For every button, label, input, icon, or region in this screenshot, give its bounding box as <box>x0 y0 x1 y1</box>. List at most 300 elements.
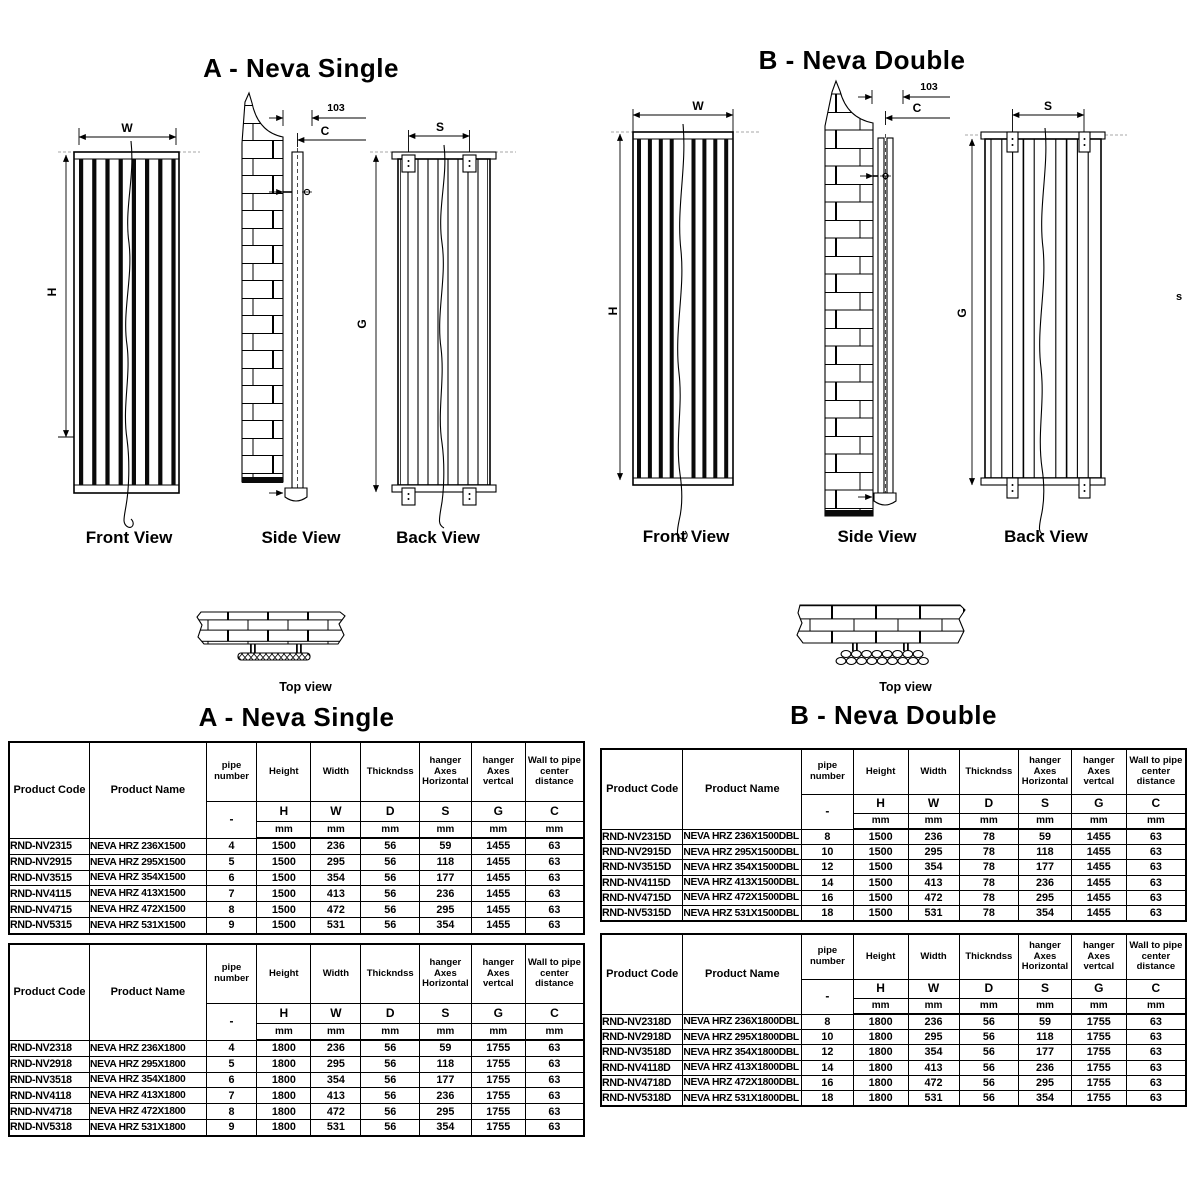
header-cell: hanger Axes vertcal <box>1071 749 1126 795</box>
table-cell: 12 <box>802 860 853 875</box>
header-cell: mm <box>959 814 1019 830</box>
table-cell: 1500 <box>257 902 311 918</box>
header-cell: Wall to pipe center distance <box>525 944 584 1004</box>
header-cell: Width <box>908 934 959 980</box>
table-cell: 1800 <box>257 1119 311 1135</box>
brick-wall <box>197 612 345 644</box>
bottom-bracket <box>285 488 307 501</box>
dim-label-s: S <box>1043 99 1053 113</box>
table-cell: 56 <box>361 1072 420 1088</box>
table-cell: 78 <box>959 875 1019 890</box>
table-cell: NEVA HRZ 531X1500DBL <box>683 905 802 921</box>
header-cell: - <box>802 980 853 1015</box>
table-cell: 1455 <box>1071 890 1126 905</box>
table-cell: 236 <box>908 829 959 845</box>
table-row <box>601 860 1186 875</box>
table-cell: 1755 <box>471 1119 525 1135</box>
table-cell: 4 <box>206 1040 257 1056</box>
table-cell: RND-NV4718D <box>601 1075 683 1090</box>
table-cell: 295 <box>420 902 472 918</box>
table-cell: 1455 <box>1071 905 1126 921</box>
table-cell: 295 <box>311 854 361 870</box>
header-cell: Height <box>853 934 908 980</box>
header-cell: Product Code <box>9 742 90 838</box>
table-cell: 1800 <box>853 1045 908 1060</box>
header-cell: H <box>853 980 908 999</box>
table-cell: 1500 <box>257 854 311 870</box>
header-cell: D <box>361 802 420 822</box>
radiator-body <box>398 159 490 485</box>
header-cell: mm <box>1126 814 1186 830</box>
table-cell: 1755 <box>1071 1090 1126 1106</box>
table-cell: 1755 <box>471 1056 525 1072</box>
table-cell: NEVA HRZ 236X1500DBL <box>683 829 802 845</box>
table-cell: 118 <box>420 1056 472 1072</box>
table-row <box>601 1075 1186 1090</box>
header-cell: Product Name <box>90 944 207 1040</box>
table-cell: 78 <box>959 890 1019 905</box>
dim-label-h: H <box>45 287 59 297</box>
table-cell: 1755 <box>1071 1014 1126 1030</box>
table-cell: 56 <box>361 1040 420 1056</box>
table-cell: 56 <box>361 854 420 870</box>
table-cell: 1455 <box>471 870 525 886</box>
table-cell: 413 <box>311 886 361 902</box>
table-cell: NEVA HRZ 354X1800 <box>90 1072 207 1088</box>
table-cell: 78 <box>959 905 1019 921</box>
table-cell: 1455 <box>1071 829 1126 845</box>
table-cell: 10 <box>802 845 853 860</box>
header-cell: Product Name <box>683 934 802 1014</box>
table-cell: 1455 <box>471 902 525 918</box>
header-cell: mm <box>1071 999 1126 1015</box>
table-cell: 1455 <box>471 838 525 854</box>
header-cell: Thickndss <box>361 944 420 1004</box>
table-cell: 472 <box>311 902 361 918</box>
table-cell: 472 <box>311 1104 361 1120</box>
header-cell: pipe number <box>206 944 257 1004</box>
table-cell: 177 <box>420 870 472 886</box>
header-cell: mm <box>908 814 959 830</box>
dim-label-g: G <box>355 319 369 329</box>
header-cell: - <box>802 795 853 830</box>
header-cell: hanger Axes Horizontal <box>420 944 472 1004</box>
table-cell: 295 <box>311 1056 361 1072</box>
table-cell: 354 <box>1019 905 1072 921</box>
double-side-view-label: Side View <box>837 527 917 546</box>
table-cell: 63 <box>1126 875 1186 890</box>
header-cell: mm <box>1019 999 1072 1015</box>
header-cell: mm <box>1019 814 1072 830</box>
table-cell: NEVA HRZ 413X1500 <box>90 886 207 902</box>
table-cell: 295 <box>908 845 959 860</box>
table-cell: 1800 <box>853 1060 908 1075</box>
header-cell: C <box>525 802 584 822</box>
table-cell: NEVA HRZ 354X1500 <box>90 870 207 886</box>
double-top-view-diagram <box>788 593 1023 675</box>
radiator-body <box>74 152 179 493</box>
header-cell: Wall to pipe center distance <box>1126 934 1186 980</box>
header-cell: Thickndss <box>361 742 420 802</box>
table-cell: 354 <box>420 1119 472 1135</box>
table-cell: 63 <box>525 1040 584 1056</box>
radiator-section <box>238 653 310 660</box>
table-cell: 1500 <box>257 886 311 902</box>
table-cell: 63 <box>1126 860 1186 875</box>
header-cell: Product Code <box>9 944 90 1040</box>
table-cell: 236 <box>311 838 361 854</box>
header-cell: W <box>908 795 959 814</box>
table-cell: 7 <box>206 886 257 902</box>
table-cell: 63 <box>1126 905 1186 921</box>
table-cell: 56 <box>361 902 420 918</box>
table-row <box>9 1104 584 1120</box>
table-cell: 531 <box>908 905 959 921</box>
header-cell: hanger Axes Horizontal <box>1019 934 1072 980</box>
dim-label-h: H <box>606 306 620 316</box>
brick-wall <box>797 605 965 643</box>
table-cell: 56 <box>959 1060 1019 1075</box>
table-cell: NEVA HRZ 236X1800DBL <box>683 1014 802 1030</box>
table-cell: 354 <box>311 870 361 886</box>
dim-label-g: G <box>955 308 969 318</box>
table-cell: RND-NV3515 <box>9 870 90 886</box>
header-cell: Width <box>311 944 361 1004</box>
table-cell: 1800 <box>257 1040 311 1056</box>
table-cell: 1800 <box>853 1030 908 1045</box>
table-cell: 56 <box>959 1030 1019 1045</box>
single-side-view-diagram <box>233 88 369 558</box>
table-cell: 1755 <box>471 1088 525 1104</box>
table-cell: 56 <box>361 1119 420 1135</box>
table-cell: 63 <box>1126 1014 1186 1030</box>
header-cell: S <box>420 1004 472 1024</box>
table-cell: NEVA HRZ 531X1800DBL <box>683 1090 802 1106</box>
header-cell: D <box>361 1004 420 1024</box>
header-cell: G <box>1071 980 1126 999</box>
header-cell: mm <box>471 1024 525 1041</box>
table-cell: 1755 <box>471 1104 525 1120</box>
table-cell: 118 <box>420 854 472 870</box>
table-cell: RND-NV2915D <box>601 845 683 860</box>
table-cell: 6 <box>206 870 257 886</box>
table-cell: 531 <box>311 917 361 933</box>
table-cell: 56 <box>361 917 420 933</box>
header-cell: pipe number <box>802 934 853 980</box>
table-cell: 56 <box>959 1045 1019 1060</box>
table-cell: 1500 <box>257 870 311 886</box>
table-cell: 63 <box>525 917 584 933</box>
header-cell: Width <box>311 742 361 802</box>
header-cell: G <box>471 1004 525 1024</box>
table-cell: 8 <box>206 902 257 918</box>
table-cell: 295 <box>1019 890 1072 905</box>
double-back-view-label: Back View <box>1004 527 1088 546</box>
table-row <box>9 1040 584 1056</box>
table-cell: 14 <box>802 875 853 890</box>
header-cell: hanger Axes Horizontal <box>420 742 472 802</box>
table-cell: RND-NV3518D <box>601 1045 683 1060</box>
table-cell: RND-NV4118 <box>9 1088 90 1104</box>
table-cell: 1455 <box>1071 860 1126 875</box>
header-cell: pipe number <box>206 742 257 802</box>
table-cell: RND-NV3518 <box>9 1072 90 1088</box>
header-cell: C <box>525 1004 584 1024</box>
table-cell: 5 <box>206 1056 257 1072</box>
table-cell: 18 <box>802 1090 853 1106</box>
table-cell: NEVA HRZ 472X1800DBL <box>683 1075 802 1090</box>
header-cell: Product Code <box>601 934 683 1014</box>
table-cell: 56 <box>361 1056 420 1072</box>
header-cell: mm <box>361 1024 420 1041</box>
table-cell: 9 <box>206 1119 257 1135</box>
header-cell: C <box>1126 795 1186 814</box>
table-cell: NEVA HRZ 472X1800 <box>90 1104 207 1120</box>
table-cell: 78 <box>959 845 1019 860</box>
double-back-view-diagram <box>953 88 1139 550</box>
table-cell: RND-NV2315D <box>601 829 683 845</box>
table-cell: 1500 <box>853 890 908 905</box>
header-cell: S <box>1019 795 1072 814</box>
dim-label-c: C <box>320 124 330 138</box>
header-cell: H <box>853 795 908 814</box>
header-cell: hanger Axes vertcal <box>471 944 525 1004</box>
table-cell: 1500 <box>853 860 908 875</box>
table-cell: NEVA HRZ 472X1500DBL <box>683 890 802 905</box>
single-top-view-label: Top view <box>279 680 332 694</box>
table-cell: 56 <box>361 1104 420 1120</box>
table-cell: 354 <box>908 860 959 875</box>
table-row <box>601 1045 1186 1060</box>
table-cell: 1755 <box>1071 1030 1126 1045</box>
header-cell: - <box>206 1004 257 1041</box>
header-cell: Height <box>853 749 908 795</box>
table-cell: 413 <box>908 1060 959 1075</box>
table-row <box>601 905 1186 921</box>
section-b-diagram-title: B - Neva Double <box>758 45 966 75</box>
dim-label-103: 103 <box>327 102 345 114</box>
double-top-view-label: Top view <box>879 680 932 694</box>
table-cell: RND-NV3515D <box>601 860 683 875</box>
table-cell: 1755 <box>471 1072 525 1088</box>
single-back-view-label: Back View <box>396 528 480 547</box>
table-cell: 63 <box>525 1056 584 1072</box>
radiator-profile <box>878 134 893 497</box>
table-cell: NEVA HRZ 295X1500 <box>90 854 207 870</box>
table-cell: 1755 <box>1071 1045 1126 1060</box>
table-cell: 1455 <box>1071 845 1126 860</box>
table-cell: 59 <box>1019 829 1072 845</box>
table-cell: 4 <box>206 838 257 854</box>
table-cell: 295 <box>420 1104 472 1120</box>
table-cell: 63 <box>525 1088 584 1104</box>
table-cell: NEVA HRZ 531X1800 <box>90 1119 207 1135</box>
table-row <box>9 886 584 902</box>
table-cell: 236 <box>1019 875 1072 890</box>
table-cell: 8 <box>802 1014 853 1030</box>
table-cell: 472 <box>908 1075 959 1090</box>
table-cell: 236 <box>311 1040 361 1056</box>
radiator-pipes-section <box>836 651 928 665</box>
table-cell: 177 <box>1019 1045 1072 1060</box>
table-cell: 56 <box>361 886 420 902</box>
table-cell: 10 <box>802 1030 853 1045</box>
table-cell: NEVA HRZ 413X1800 <box>90 1088 207 1104</box>
table-header-row <box>9 742 584 802</box>
table-row <box>601 890 1186 905</box>
section-a-table-title: A - Neva Single <box>198 702 395 732</box>
header-cell: hanger Axes vertcal <box>1071 934 1126 980</box>
table-cell: 354 <box>1019 1090 1072 1106</box>
table-cell: RND-NV2318D <box>601 1014 683 1030</box>
header-cell: mm <box>1071 814 1126 830</box>
table-cell: 1455 <box>1071 875 1126 890</box>
header-cell: Width <box>908 749 959 795</box>
header-cell: C <box>1126 980 1186 999</box>
table-cell: NEVA HRZ 413X1500DBL <box>683 875 802 890</box>
table-cell: RND-NV5315D <box>601 905 683 921</box>
table-row <box>9 854 584 870</box>
table-cell: NEVA HRZ 295X1800 <box>90 1056 207 1072</box>
dim-label-c: C <box>912 101 922 115</box>
table-cell: 63 <box>525 1072 584 1088</box>
table-cell: 295 <box>1019 1075 1072 1090</box>
table-cell: 1500 <box>853 829 908 845</box>
dim-label-w: W <box>692 99 704 113</box>
table-cell: 1500 <box>853 875 908 890</box>
table-cell: 56 <box>959 1090 1019 1106</box>
table-row <box>9 1056 584 1072</box>
table-cell: NEVA HRZ 295X1500DBL <box>683 845 802 860</box>
table-cell: 78 <box>959 860 1019 875</box>
table-cell: 14 <box>802 1060 853 1075</box>
table-cell: NEVA HRZ 413X1800DBL <box>683 1060 802 1075</box>
table-cell: NEVA HRZ 236X1500 <box>90 838 207 854</box>
header-cell: H <box>257 1004 311 1024</box>
header-cell: W <box>311 802 361 822</box>
table-cell: NEVA HRZ 531X1500 <box>90 917 207 933</box>
table-row <box>601 1090 1186 1106</box>
header-cell: hanger Axes vertcal <box>471 742 525 802</box>
table-cell: 236 <box>1019 1060 1072 1075</box>
mounting-posts <box>250 644 302 653</box>
table-cell: 59 <box>420 838 472 854</box>
table-cell: 5 <box>206 854 257 870</box>
table-cell: 118 <box>1019 1030 1072 1045</box>
header-cell: mm <box>908 999 959 1015</box>
table-row <box>9 838 584 854</box>
table-cell: 18 <box>802 905 853 921</box>
table-cell: 354 <box>420 917 472 933</box>
table-cell: 1800 <box>853 1014 908 1030</box>
header-cell: mm <box>311 822 361 839</box>
spec-table-a1800 <box>8 943 585 1137</box>
header-cell: mm <box>853 999 908 1015</box>
table-cell: RND-NV2918 <box>9 1056 90 1072</box>
header-cell: G <box>471 802 525 822</box>
table-cell: 63 <box>1126 890 1186 905</box>
table-cell: 63 <box>525 1119 584 1135</box>
header-cell: mm <box>471 822 525 839</box>
table-cell: 177 <box>1019 860 1072 875</box>
table-cell: 63 <box>1126 1060 1186 1075</box>
table-row <box>601 875 1186 890</box>
table-cell: 12 <box>802 1045 853 1060</box>
table-row <box>9 1119 584 1135</box>
header-cell: S <box>420 802 472 822</box>
table-cell: 354 <box>311 1072 361 1088</box>
spec-table-a1500 <box>8 741 585 935</box>
table-cell: NEVA HRZ 295X1800DBL <box>683 1030 802 1045</box>
table-cell: 56 <box>959 1014 1019 1030</box>
bottom-bracket <box>874 493 896 505</box>
table-cell: 1500 <box>853 845 908 860</box>
table-cell: 118 <box>1019 845 1072 860</box>
table-cell: 295 <box>908 1030 959 1045</box>
brick-wall <box>825 81 873 516</box>
header-cell: D <box>959 980 1019 999</box>
table-cell: 8 <box>206 1104 257 1120</box>
table-row <box>9 1088 584 1104</box>
table-cell: 1755 <box>1071 1075 1126 1090</box>
table-cell: 63 <box>1126 1030 1186 1045</box>
table-cell: 63 <box>525 1104 584 1120</box>
table-header-row <box>9 944 584 1004</box>
table-cell: 531 <box>311 1119 361 1135</box>
table-cell: 63 <box>525 870 584 886</box>
table-cell: RND-NV4715D <box>601 890 683 905</box>
table-cell: 1800 <box>257 1072 311 1088</box>
header-cell: W <box>908 980 959 999</box>
double-side-view-diagram <box>788 76 966 554</box>
header-cell: mm <box>1126 999 1186 1015</box>
header-cell: W <box>311 1004 361 1024</box>
table-cell: 63 <box>1126 1075 1186 1090</box>
header-cell: Wall to pipe center distance <box>525 742 584 802</box>
table-cell: 56 <box>959 1075 1019 1090</box>
table-cell: 7 <box>206 1088 257 1104</box>
table-row <box>9 902 584 918</box>
table-cell: 63 <box>525 886 584 902</box>
table-header-row <box>601 749 1186 795</box>
section-a-diagram-title: A - Neva Single <box>203 53 399 83</box>
table-cell: 1455 <box>471 917 525 933</box>
table-cell: 472 <box>908 890 959 905</box>
table-cell: 531 <box>908 1090 959 1106</box>
table-cell: RND-NV2315 <box>9 838 90 854</box>
table-cell: 1800 <box>853 1090 908 1106</box>
table-cell: 1800 <box>853 1075 908 1090</box>
table-cell: 1800 <box>257 1104 311 1120</box>
table-cell: 236 <box>420 886 472 902</box>
table-row <box>601 845 1186 860</box>
mounting-posts <box>852 643 909 651</box>
double-front-view-diagram <box>603 88 769 550</box>
table-cell: 78 <box>959 829 1019 845</box>
header-cell: Product Code <box>601 749 683 829</box>
table-cell: 413 <box>311 1088 361 1104</box>
header-cell: Product Name <box>90 742 207 838</box>
table-cell: RND-NV4115D <box>601 875 683 890</box>
table-cell: 354 <box>908 1045 959 1060</box>
table-cell: 63 <box>525 902 584 918</box>
table-cell: 9 <box>206 917 257 933</box>
header-cell: mm <box>959 999 1019 1015</box>
single-top-view-diagram <box>188 598 423 673</box>
single-back-view-diagram <box>352 93 524 545</box>
table-cell: 63 <box>1126 1090 1186 1106</box>
header-cell: mm <box>257 1024 311 1041</box>
